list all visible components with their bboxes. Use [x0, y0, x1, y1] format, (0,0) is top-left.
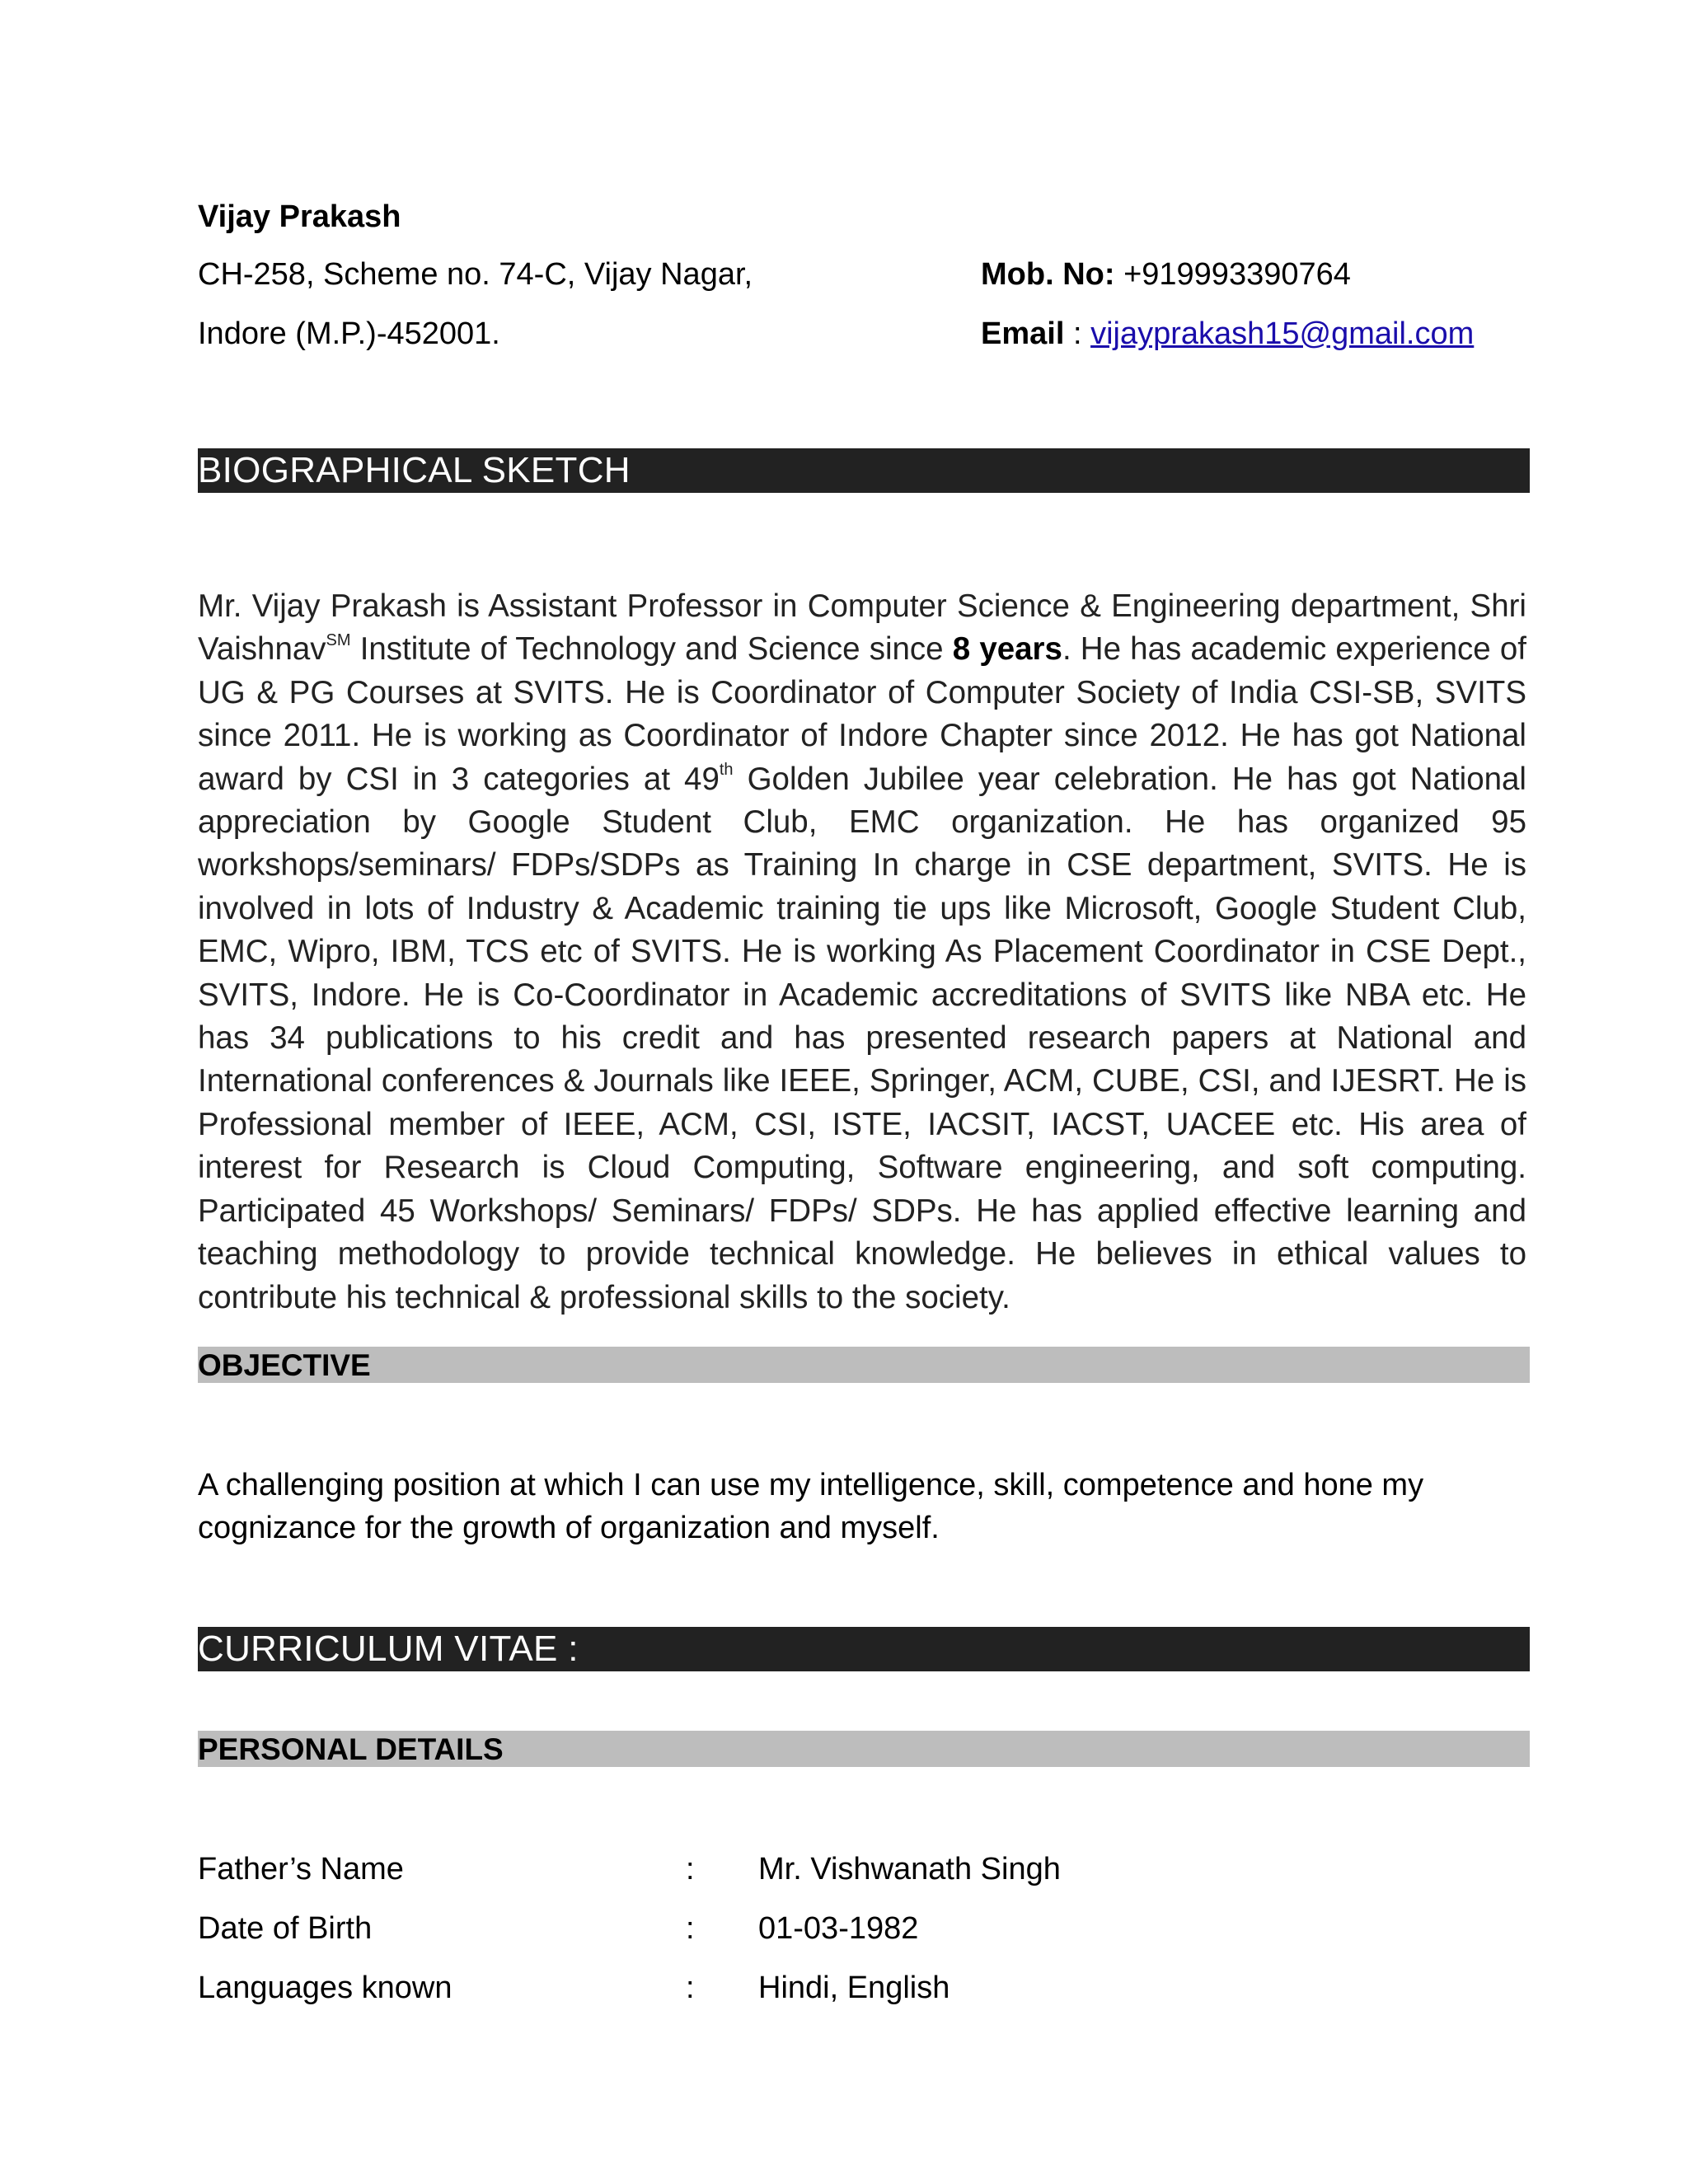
address-line-2: Indore (M.P.)-452001. — [198, 316, 500, 351]
email-separator: : — [1064, 316, 1091, 351]
section-header-objective: OBJECTIVE — [198, 1347, 1530, 1383]
section-header-personal-details: PERSONAL DETAILS — [198, 1731, 1530, 1767]
bio-text-part: Institute of Technology and Science since — [350, 631, 953, 668]
section-header-biographical-sketch: BIOGRAPHICAL SKETCH — [198, 448, 1530, 493]
personal-detail-row — [198, 1966, 1530, 2009]
mobile-contact — [981, 255, 1351, 293]
resume-page — [198, 0, 1530, 2184]
email-link[interactable]: vijayprakash15@gmail.com — [1090, 316, 1475, 351]
detail-colon: : — [686, 1852, 695, 1886]
detail-value: Mr. Vishwanath Singh — [758, 1852, 1061, 1886]
detail-value: Hindi, English — [758, 1971, 950, 2005]
detail-colon: : — [686, 1911, 695, 1946]
detail-label: Father’s Name — [198, 1852, 404, 1886]
address-line-1: CH-258, Scheme no. 74-C, Vijay Nagar, — [198, 257, 753, 292]
personal-detail-row — [198, 1848, 1530, 1891]
detail-label: Languages known — [198, 1971, 452, 2005]
bio-bold-years: 8 years — [952, 631, 1062, 668]
mobile-value: +919993390764 — [1123, 257, 1351, 292]
section-header-curriculum-vitae: CURRICULUM VITAE : — [198, 1627, 1530, 1671]
candidate-name: Vijay Prakash — [198, 199, 401, 234]
detail-label: Date of Birth — [198, 1911, 373, 1946]
mobile-label: Mob. No: — [981, 257, 1115, 292]
bio-text-part: . He has academic experience of UG & PG Courses at SVITS. He is Coordinator of Computer Society of India CSI-SB, SVITS since 2011. He is working as Coordinator of Indore Chapter since 2012. He has got National award by CSI in 3 categories at 49 — [198, 631, 1526, 797]
email-contact — [981, 315, 1474, 353]
bio-superscript-sm: SM — [326, 630, 351, 649]
bio-text-part: Golden Jubilee year celebration. He has got National appreciation by Google Student Club, EMC organization. He has organized 95 workshops/seminars/ FDPs/SDPs as Training In charge in CSE department, SVITS. He is involved in lots of Industry & Academic training tie ups like Microsoft, Google Student Club, EMC, Wipro, IBM, TCS etc of SVITS. He is working As Placement Coordinator in CSE Dept., SVITS, Indore. He is Co-Coordinator in Academic accreditations of SVITS like NBA etc. He has 34 publications to his credit and has presented research papers at National and International conferences & Journals like IEEE, Springer, ACM, CUBE, CSI, and IJESRT. He is Professional member of IEEE, ACM, CSI, ISTE, IACSIT, IACST, UACEE etc. His area of interest for Research is Cloud Computing, Software engineering, and soft computing. Participated 45 Workshops/ Seminars/ FDPs/ SDPs. He has applied effective learning and teaching methodology to provide technical knowledge. He believes in ethical values to contribute his technical & professional skills to the society. — [198, 761, 1526, 1315]
personal-detail-row — [198, 1907, 1530, 1950]
objective-text: A challenging position at which I can use my intelligence, skill, competence and hone my cognizance for the growth of organization and myself. — [198, 1468, 1424, 1546]
bio-text-part: Mr. Vijay Prakash is Assistant Professor in Computer Science & Engineering department, Shri Vaishnav — [198, 588, 1526, 668]
email-label: Email — [981, 316, 1065, 351]
bio-superscript-th: th — [719, 760, 734, 779]
detail-colon: : — [686, 1971, 695, 2005]
biographical-sketch-text — [198, 585, 1526, 1319]
detail-value: 01-03-1982 — [758, 1911, 919, 1946]
